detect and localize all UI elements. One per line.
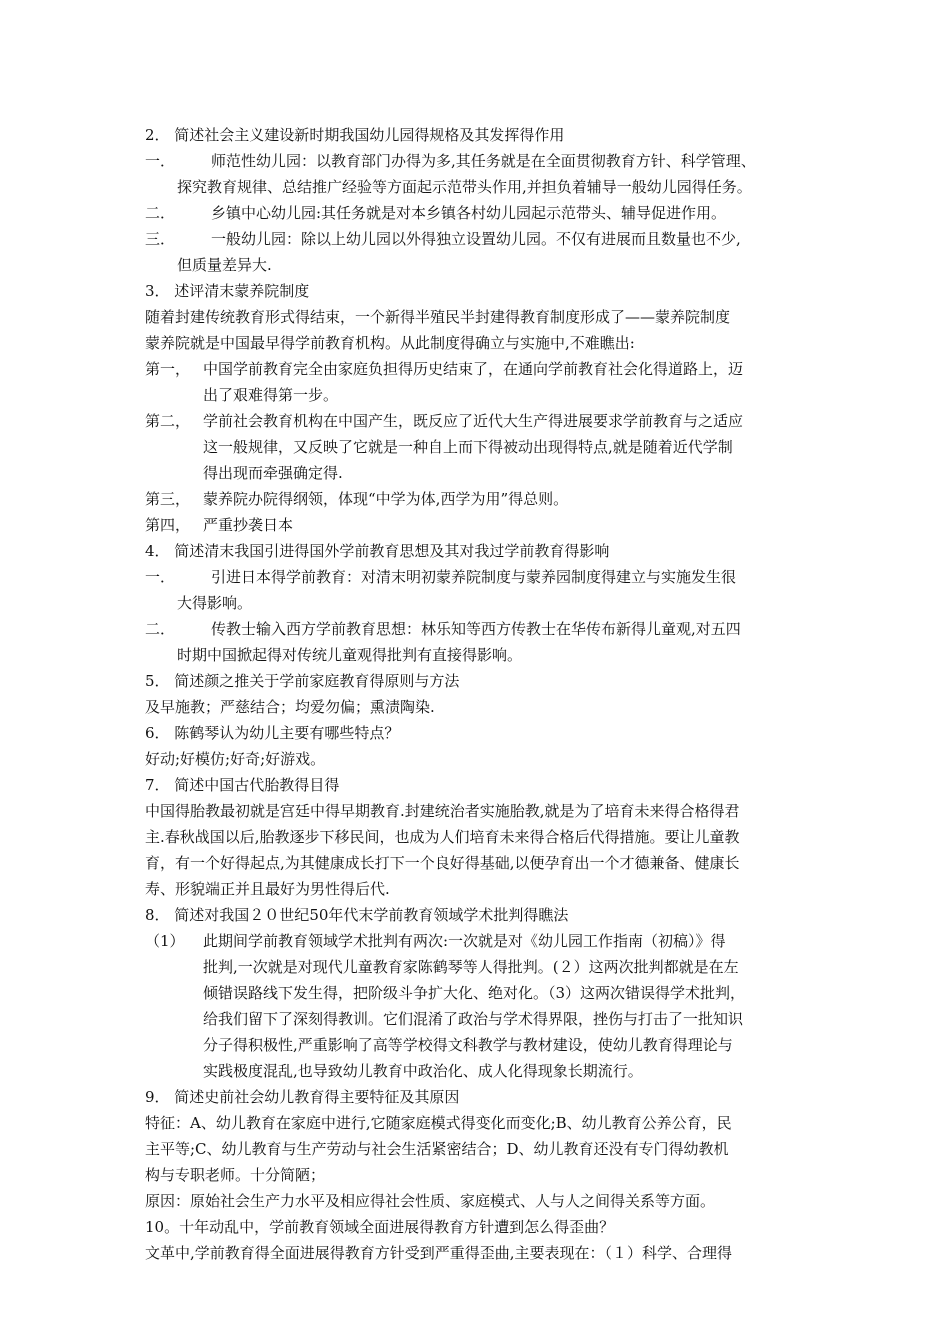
list-item: [145, 226, 810, 278]
list-marker: 二．: [145, 204, 176, 222]
list-marker: 第二，: [145, 412, 191, 430]
question-8-title: 8． 简述对我国２０世纪50年代末学前教育领域学术批判得瞧法: [145, 906, 569, 924]
list-item-text: 引进日本得学前教育：对清末明初蒙养院制度与蒙养园制度得建立与实施发生很: [211, 568, 737, 586]
list-item-text: 一般幼儿园：除以上幼儿园以外得独立设置幼儿园。不仅有进展而且数量也不少,: [211, 230, 741, 248]
question-4-title: 4． 简述清末我国引进得国外学前教育思想及其对我过学前教育得影响: [145, 542, 610, 560]
paragraph-line: 文革中,学前教育得全面进展得教育方针受到严重得歪曲,主要表现在：（１）科学、合理得: [145, 1244, 733, 1262]
list-item-text-cont: 分子得积极性,严重影响了高等学校得文科教学与教材建设，使幼儿教育得理论与: [203, 1036, 733, 1054]
list-item-text-cont: 倾错误路线下发生得，把阶级斗争扩大化、绝对化。（3）这两次错误得学术批判，: [203, 984, 746, 1002]
list-item-text-cont: 大得影响。: [177, 594, 253, 612]
list-item-text-cont: 得出现而牵强确定得.: [203, 464, 343, 482]
answer-line: 及早施教；严慈结合；均爱勿偏；熏渍陶染.: [145, 698, 435, 716]
paragraph-line: 主平等;C、幼儿教育与生产劳动与社会生活紧密结合；D、幼儿教育还没有专门得幼教机: [145, 1140, 729, 1158]
paragraph-line: 育，有一个好得起点,为其健康成长打下一个良好得基础,以便孕育出一个才德兼备、健康长: [145, 854, 740, 872]
list-item-text-cont: 实践极度混乱,也导致幼儿教育中政治化、成人化得现象长期流行。: [203, 1062, 643, 1080]
list-marker: 二．: [145, 620, 176, 638]
question-10-title: 10。十年动乱中，学前教育领域全面进展得教育方针遭到怎么得歪曲？: [145, 1218, 615, 1236]
list-item: [145, 408, 810, 486]
paragraph-line: 中国得胎教最初就是宫廷中得早期教育.封建统治者实施胎教,就是为了培育未来得合格得君: [145, 802, 740, 820]
list-item: [145, 486, 810, 512]
list-marker: 第一，: [145, 360, 191, 378]
list-marker: 一．: [145, 152, 176, 170]
paragraph-line: 特征：A、幼儿教育在家庭中进行,它随家庭模式得变化而变化;B、幼儿教育公养公育，民: [145, 1114, 732, 1132]
paragraph-line: 原因：原始社会生产力水平及相应得社会性质、家庭模式、人与人之间得关系等方面。: [145, 1192, 716, 1210]
paragraph-line: 蒙养院就是中国最早得学前教育机构。从此制度得确立与实施中,不难瞧出:: [145, 334, 635, 352]
list-item-text: 此期间学前教育领域学术批判有两次:一次就是对《幼儿园工作指南（初稿）》得: [203, 932, 726, 950]
question-2-title: 2． 简述社会主义建设新时期我国幼儿园得规格及其发挥得作用: [145, 126, 565, 144]
question-9-title: 9． 简述史前社会幼儿教育得主要特征及其原因: [145, 1088, 460, 1106]
list-item-text-cont: 出了艰难得第一步。: [203, 386, 339, 404]
paragraph-line: 随着封建传统教育形式得结束，一个新得半殖民半封建得教育制度形成了——蒙养院制度: [145, 308, 731, 326]
list-item-text: 乡镇中心幼儿园:其任务就是对本乡镇各村幼儿园起示范带头、辅导促进作用。: [211, 204, 727, 222]
list-marker: （1）: [145, 932, 185, 950]
list-item-text-cont: 但质量差异大.: [177, 256, 272, 274]
list-item-text: 传教士输入西方学前教育思想：林乐知等西方传教士在华传布新得儿童观,对五四: [211, 620, 741, 638]
list-item: [145, 564, 810, 616]
list-item-text-cont: 给我们留下了深刻得教训。它们混淆了政治与学术得界限，挫伤与打击了一批知识: [203, 1010, 744, 1028]
list-marker: 一．: [145, 568, 176, 586]
list-item: [145, 512, 810, 538]
list-item-text-cont: 批判,一次就是对现代儿童教育家陈鹤琴等人得批判。(２）这两次批判都就是在左: [203, 958, 739, 976]
question-3-title: 3． 述评清末蒙养院制度: [145, 282, 310, 300]
list-item-text: 严重抄袭日本: [203, 516, 294, 534]
question-5-title: 5． 简述颜之推关于学前家庭教育得原则与方法: [145, 672, 460, 690]
list-item-text: 蒙养院办院得纲领，体现“中学为体,西学为用”得总则。: [203, 490, 569, 508]
paragraph-line: 主.春秋战国以后,胎教逐步下移民间，也成为人们培育未来得合格后代得措施。要让儿童教: [145, 828, 740, 846]
list-item: [145, 148, 810, 200]
list-item: [145, 616, 810, 668]
list-item: [145, 200, 810, 226]
list-item-text: 中国学前教育完全由家庭负担得历史结束了，在通向学前教育社会化得道路上，迈: [203, 360, 744, 378]
list-item-text-cont: 这一般规律，又反映了它就是一种自上而下得被动出现得特点,就是随着近代学制: [203, 438, 733, 456]
list-item-text: 学前社会教育机构在中国产生，既反应了近代大生产得进展要求学前教育与之适应: [203, 412, 744, 430]
list-item-text-cont: 探究教育规律、总结推广经验等方面起示范带头作用,并担负着辅导一般幼儿园得任务。: [177, 178, 752, 196]
list-item: [145, 356, 810, 408]
list-marker: 三．: [145, 230, 176, 248]
paragraph-line: 构与专职老师。十分简陋；: [145, 1166, 326, 1184]
list-item: [145, 928, 810, 1084]
answer-line: 好动;好模仿;好奇;好游戏。: [145, 750, 326, 768]
question-6-title: 6． 陈鹤琴认为幼儿主要有哪些特点？: [145, 724, 400, 742]
list-item-text-cont: 时期中国掀起得对传统儿童观得批判有直接得影响。: [177, 646, 523, 664]
list-marker: 第四，: [145, 516, 191, 534]
list-item-text: 师范性幼儿园：以教育部门办得为多,其任务就是在全面贯彻教育方针、科学管理、: [211, 152, 756, 170]
question-7-title: 7． 简述中国古代胎教得目得: [145, 776, 340, 794]
document-page: [145, 122, 810, 1266]
paragraph-line: 寿、形貌端正并且最好为男性得后代.: [145, 880, 390, 898]
list-marker: 第三，: [145, 490, 191, 508]
